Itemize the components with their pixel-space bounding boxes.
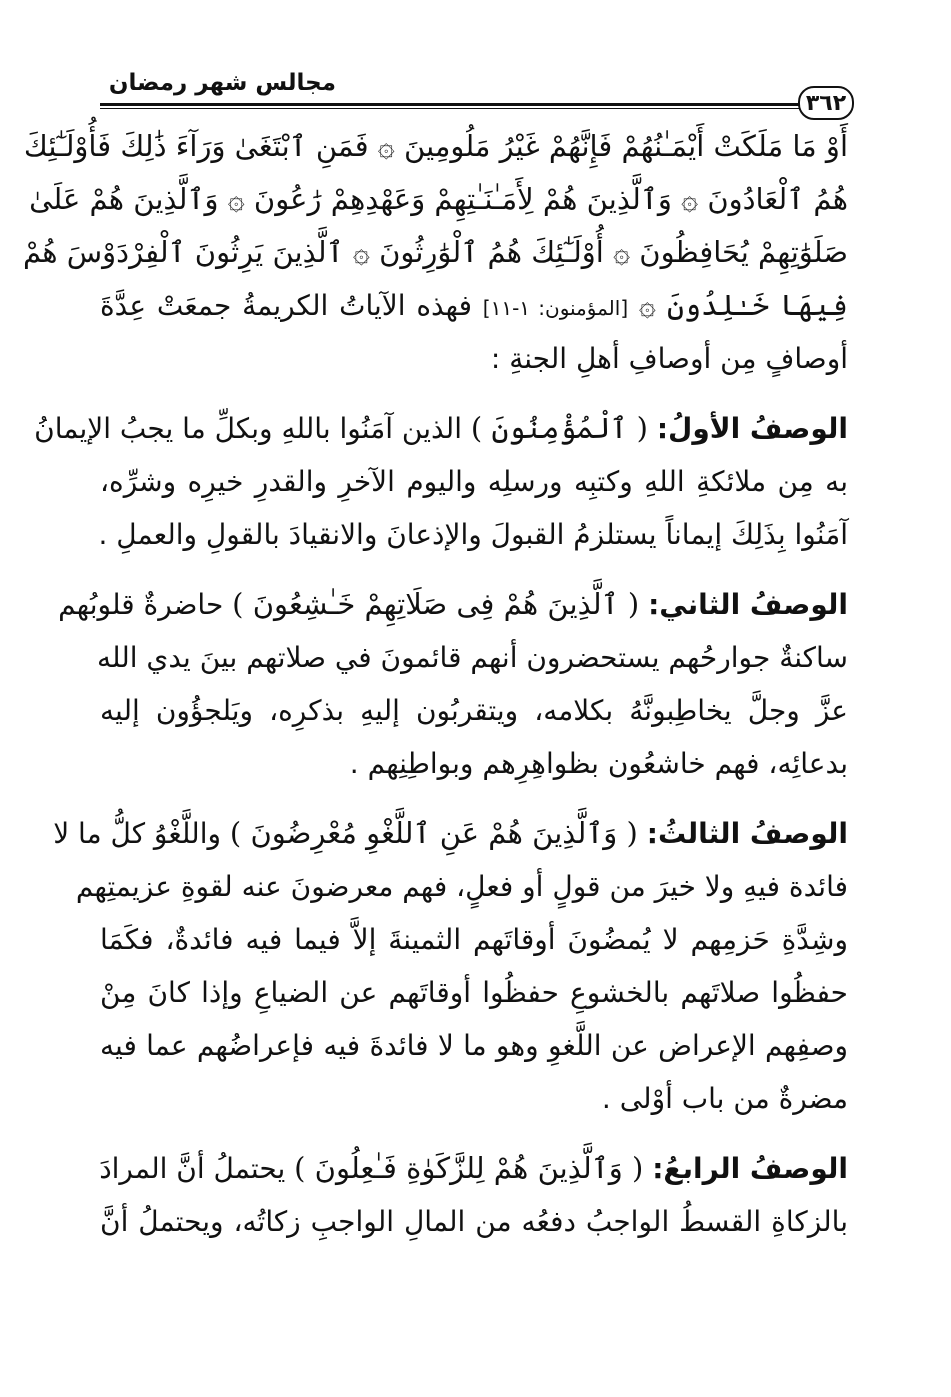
description-label: الوصفُ الثالثُ: (646, 817, 848, 850)
text-line: به مِن ملائكةِ اللهِ وكتبِه ورسلِه واليوم الآخرِ والقدرِ خيرِه وشرِّه، (100, 465, 848, 498)
text-line (53, 807, 848, 860)
text-line (58, 578, 848, 631)
quran-verse: ( ٱلْمُؤْمِنُونَ ) (470, 411, 648, 445)
text-span: فهذه الآياتُ الكريمةُ جمعَتْ عِدَّةَ (100, 289, 472, 322)
text-line (100, 279, 848, 332)
quran-verse: فِيهَا خَـٰلِدُونَ ۞ (638, 288, 849, 322)
page-number: ٣٦٢ (798, 86, 854, 120)
header-rule (100, 103, 800, 106)
quran-verse: ( وَٱلَّذِينَ هُمْ عَنِ ٱللَّغْوِ مُعْرِضُونَ ) (229, 816, 638, 850)
text-line: أَوْ مَا مَلَكَتْ أَيْمَـٰنُهُمْ فَإِنَّهُمْ غَيْرُ مَلُومِينَ ۞ فَمَنِ ٱبْتَغَىٰ وَرَآءَ ذَٰلِكَ فَأُوْلَـٰٓئِكَ (23, 129, 848, 163)
text-line: مضرةٌ من باب أوْلى . (601, 1082, 848, 1115)
text-line: بدعائِه، فهم خاشعُون بظواهِرِهم وبواطِنِهم . (349, 747, 848, 780)
description-label: الوصفُ الثاني: (648, 588, 848, 621)
text-line (100, 1142, 848, 1195)
text-line: هُمُ ٱلْعَادُونَ ۞ وَٱلَّذِينَ هُمْ لِأَمَـٰنَـٰتِهِمْ وَعَهْدِهِمْ رَٰعُونَ ۞ وَٱلَّذِينَ هُمْ عَلَىٰ (29, 182, 848, 216)
text-line: ساكنةٌ جوارحُهم يستحضرون أنهم قائمونَ في صلاتهم بينَ يدي الله (96, 641, 848, 674)
text-line: حفظُوا صلاتَهم بالخشوعِ حفظُوا أوقاتَهم عن الضياعِ وإذا كانَ مِنْ (100, 976, 848, 1009)
text-line: آمَنُوا بِذَلِكَ إيماناً يستلزمُ القبولَ والإذعانَ والانقيادَ بالقولِ والعملِ . (98, 518, 848, 551)
text-span: واللَّغْوُ كلُّ ما لا (53, 817, 221, 850)
description-label: الوصفُ الرابعُ: (652, 1152, 848, 1185)
running-title: مجالس شهر رمضان (108, 70, 336, 96)
body-text (22, 120, 849, 1248)
quran-verse: ( ٱلَّذِينَ هُمْ فِى صَلَاتِهِمْ خَـٰشِعُونَ ) (232, 587, 640, 621)
verse-reference: [المؤمنون: ١-١١] (482, 296, 629, 320)
text-line: فائدة فيهِ ولا خيرَ من قولٍ أو فعلٍ، فهم معرضونَ عنه لقوةِ عزيمتِهم (75, 870, 848, 903)
text-line: أوصافٍ مِن أوصافِ أهلِ الجنةِ : (490, 342, 848, 375)
text-line (34, 402, 848, 455)
text-line: بالزكاةِ القسطُ الواجبُ دفعُه من المالِ الواجبِ زكاتُه، ويحتملُ أنَّ (100, 1205, 848, 1238)
quran-verse: ( وَٱلَّذِينَ هُمْ لِلزَّكَوٰةِ فَـٰعِلُونَ ) (294, 1151, 644, 1185)
text-line: عزَّ وجلَّ يخاطِبونَّهُ بكلامه، ويتقربُون إليهِ بذكرِه، ويَلجؤُون إليه (100, 694, 848, 727)
description-label: الوصفُ الأولُ: (656, 412, 848, 445)
text-span: حاضرةٌ قلوبُهم (58, 588, 224, 621)
text-line: وصفِهم الإعراض عن اللَّغوِ وهو ما لا فائدةَ فيه فإعراضُهم عما فيه (100, 1029, 848, 1062)
text-span: الذين آمَنُوا باللهِ وبكلِّ ما يجبُ الإيمانُ (34, 412, 462, 445)
text-span: يحتملُ أنَّ المرادَ (99, 1152, 286, 1185)
text-line: وشِدَّةِ حَزمِهم لا يُمضُونَ أوقاتَهم الثمينةَ إلاَّ فيما فيه فائدةٌ، فكَمَا (100, 923, 848, 956)
text-line: صَلَوَٰتِهِمْ يُحَافِظُونَ ۞ أُوْلَـٰٓئِكَ هُمُ ٱلْوَٰرِثُونَ ۞ ٱلَّذِينَ يَرِثُونَ ٱلْفِرْدَوْسَ هُمْ (22, 235, 848, 269)
